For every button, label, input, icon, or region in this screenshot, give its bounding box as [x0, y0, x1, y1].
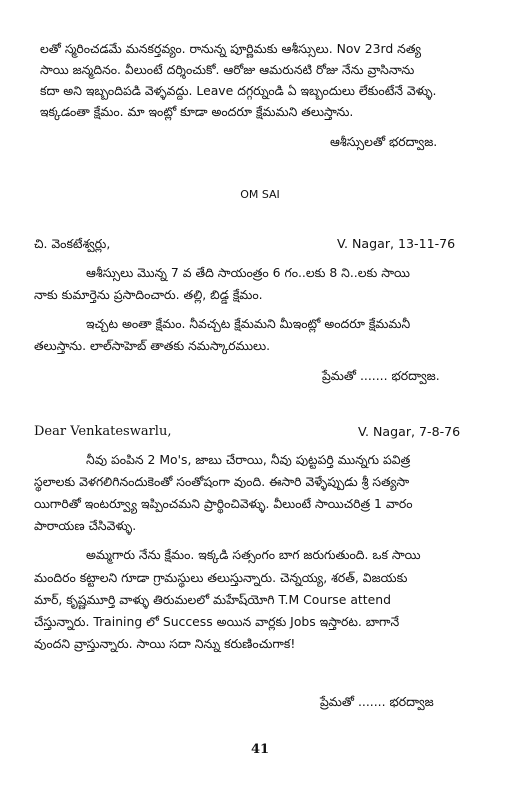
- letter1-line-1: లతో స్మరించడమే మనకర్తవ్యం. రానున్న పూర్ణిమకు ఆశీస్సులు. Nov 23rd నత్య: [40, 41, 422, 56]
- letter3-line-6: మందిరం కట్టాలని గూడా గ్రామస్థులు తలుస్తున్నారు. చెన్నయ్య, శరత్, విజయకు: [34, 570, 408, 585]
- letter3-signoff: ప్రేమతో ....... భరద్వాజ: [320, 694, 434, 709]
- letter3-line-2: స్థలాలకు వెళగలిగినందుకెంతో సంతోషంగా వుంది. ఈసారి వెళ్ళేప్పుడు శ్రీ సత్యసా: [34, 474, 410, 489]
- letter2-line-3: ఇచ్చట అంతా క్షేమం. నీవచ్చట క్షేమమని మీఇంట్లో అందరూ క్షేమమనీ: [86, 316, 411, 331]
- letter3-salutation: Dear Venkateswarlu,: [34, 424, 172, 439]
- letter3-line-8: చేస్తున్నారు. Training లో Success అయిన వార్లకు Jobs ఇస్తారట. బాగానే: [34, 614, 400, 629]
- letter2-signoff: ప్రేమతో ....... భరద్వాజ.: [322, 368, 440, 383]
- letter3-line-1: నీవు పంపిన 2 Mo's, జాబు చేరాయి, నీవు పుట్టపర్తి మున్నగు పవిత్ర: [86, 452, 411, 467]
- letter3-line-7: మార్, కృష్ణమూర్తి వాళ్ళు తిరుమలలో మహేష్‌యోగి T.M Course attend: [34, 592, 391, 607]
- letter1-signoff: ఆశీస్సులతో భరద్వాజ.: [330, 134, 438, 149]
- letter1-line-2: సాయి జన్మదినం. వీలుంటే దర్శించుకో. ఆరోజు ఆమరునటి రోజు నేను వ్రాసినాను: [40, 62, 415, 77]
- section-heading: OM SAI: [240, 188, 280, 201]
- letter1-line-3: కదా అని ఇబ్బందిపడి వెళ్ళవద్దు. Leave దగ్గర్నుండి ఏ ఇబ్బందులు లేకుంటేనే వెళ్ళు.: [40, 83, 437, 98]
- letter2-line-4: తలుస్తాను. లాల్‌సాహెబ్ తాతకు నమస్కారములు.: [34, 338, 271, 353]
- letter1-line-4: ఇక్కడంతా క్షేమం. మా ఇంట్లో కూడా అందరూ క్షేమమని తలుస్తాను.: [40, 104, 354, 119]
- letter3-place-date: V. Nagar, 7-8-76: [358, 424, 461, 439]
- letter2-line-2: నాకు కుమార్తెను ప్రసాదించారు. తల్లి, బిడ్డ క్షేమం.: [34, 287, 263, 302]
- letter2-line-1: ఆశీస్సులు మొన్న 7 వ తేది సాయంత్రం 6 గం..లకు 8 ని..లకు సాయి: [86, 265, 410, 280]
- letter3-line-3: యిగారితో ఇంటర్వ్యూ ఇప్పించమని ప్రార్థించివెళ్ళు. వీలుంటే సాయిచరిత్ర 1 వారం: [34, 496, 413, 511]
- letter3-line-5: అమ్మగారు నేను క్షేమం. ఇక్కడి సత్సంగం బాగ జరుగుతుంది. ఒక సాయి: [86, 547, 421, 562]
- letter2-salutation: చి. వెంకటేశ్వర్లు,: [34, 236, 111, 251]
- page-number: 41: [250, 742, 270, 757]
- letter2-place-date: V. Nagar, 13-11-76: [337, 236, 456, 251]
- letter3-line-9: వుందని వ్రాస్తున్నారు. సాయి సదా నిన్ను కరుణించుగాక!: [34, 636, 296, 651]
- letter3-line-4: పారాయణ చేసివెళ్ళు.: [34, 518, 137, 533]
